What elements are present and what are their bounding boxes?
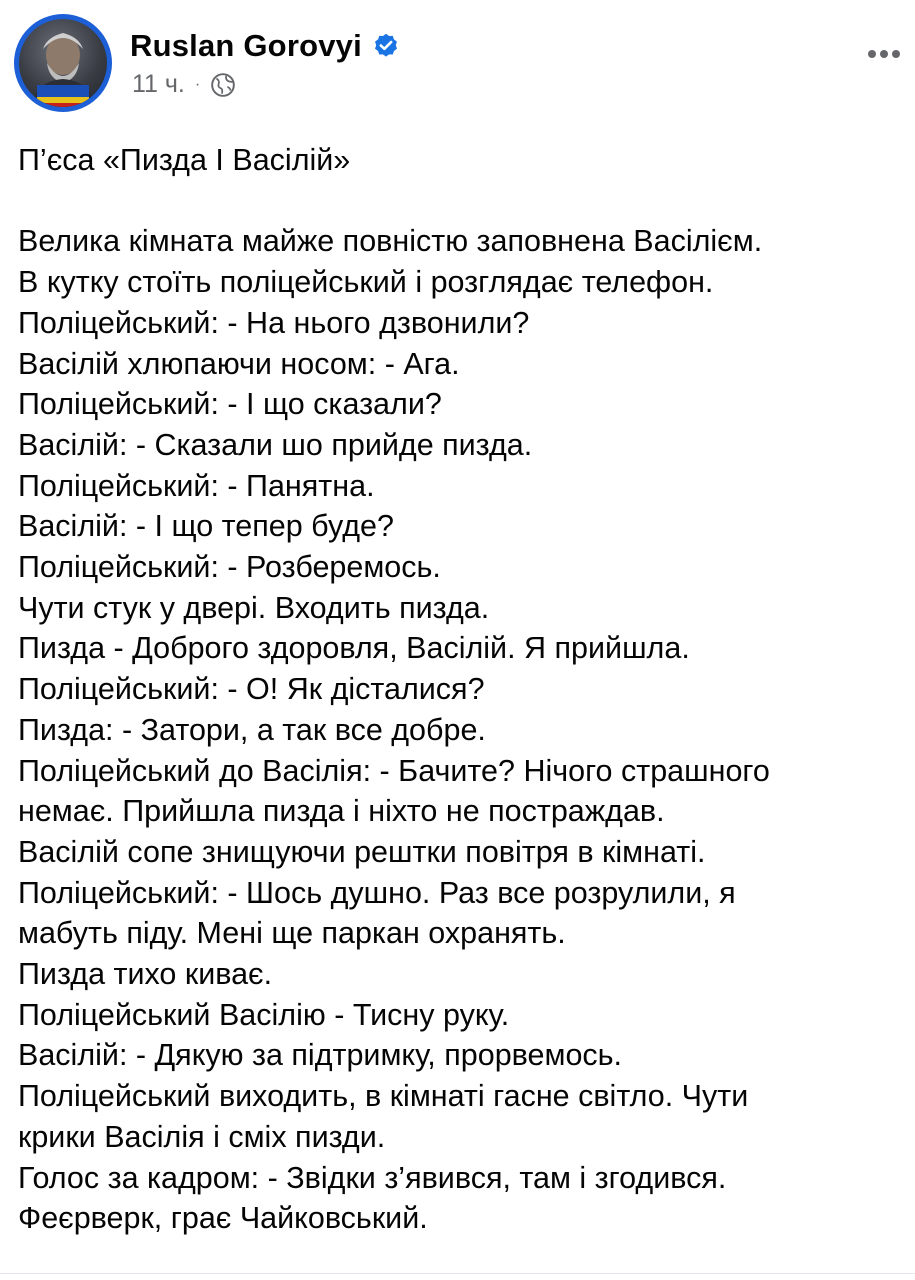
text-line: мабуть піду. Мені ще паркан охранять. — [18, 916, 566, 951]
text-line: Васілій сопе знищуючи рештки повітря в кімнаті. — [18, 834, 706, 869]
text-line: Поліцейський до Васілія: - Бачите? Нічого страшного — [18, 753, 770, 788]
text-line: Поліцейський: - І що сказали? — [18, 387, 442, 422]
post-divider — [0, 1273, 915, 1274]
author-name[interactable]: Ruslan Gorovyi — [130, 28, 362, 63]
text-line: Васілій: - Сказали шо прийде пизда. — [18, 427, 533, 462]
meta-separator: · — [194, 75, 201, 93]
text-line: Поліцейський: - Шось душно. Раз все розрулили, я — [18, 875, 736, 910]
globe-icon[interactable] — [210, 72, 236, 98]
post-header — [14, 14, 904, 114]
text-line: П’єса «Пизда І Васілій» — [18, 143, 351, 177]
text-line: Поліцейський: - Панятна. — [18, 468, 375, 503]
text-line: Пизда тихо киває. — [18, 957, 273, 992]
verified-badge-icon — [372, 32, 400, 60]
text-line: Поліцейський: - О! Як дісталися? — [18, 672, 485, 707]
text-line: Чути стук у двері. Входить пизда. — [18, 590, 490, 625]
text-line: Васілій: - Дякую за підтримку, прорвемось. — [18, 1038, 623, 1073]
text-line: крики Васілія і сміх пизди. — [18, 1119, 386, 1154]
text-line: Васілій: - І що тепер буде? — [18, 509, 394, 544]
text-line: Поліцейський виходить, в кімнаті гасне світло. Чути — [18, 1079, 749, 1114]
author-row — [130, 24, 400, 68]
text-line: Голос за кадром: - Звідки з’явився, там і згодився. — [18, 1160, 727, 1195]
post-meta — [132, 70, 236, 99]
text-line: Пизда - Доброго здоровля, Васілій. Я прийшла. — [18, 631, 690, 666]
text-line: Поліцейський: - На нього дзвонили? — [18, 305, 530, 340]
post-timestamp[interactable]: 11 ч. — [132, 70, 185, 98]
profile-avatar[interactable] — [14, 14, 112, 112]
text-line: Велика кімната майже повністю заповнена Васілієм. — [18, 224, 763, 259]
text-line: Поліцейський: - Розберемось. — [18, 550, 441, 585]
text-line: Васілій хлюпаючи носом: - Ага. — [18, 346, 460, 381]
avatar-photo — [19, 19, 107, 107]
text-line: Феєрверк, грає Чайковський. — [18, 1201, 428, 1236]
avatar-portrait-icon — [19, 19, 107, 107]
text-line: В кутку стоїть поліцейський і розглядає телефон. — [18, 265, 714, 300]
post-body-text — [18, 140, 903, 1239]
text-line: Пизда: - Затори, а так все добре. — [18, 712, 486, 747]
more-options-icon[interactable] — [864, 44, 904, 64]
text-line: немає. Прийшла пизда і ніхто не постраждав. — [18, 794, 665, 829]
text-line: Поліцейський Васілію - Тисну руку. — [18, 997, 510, 1032]
